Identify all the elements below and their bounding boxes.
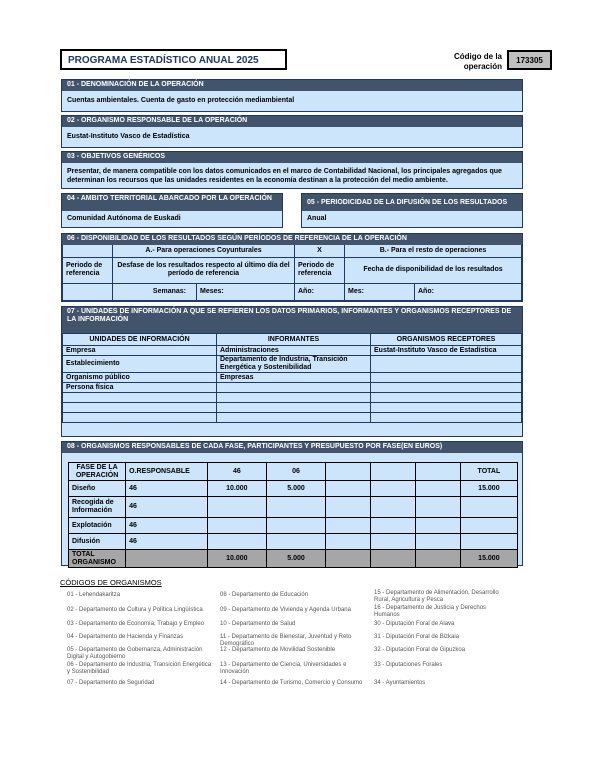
code-item: 33 - Diputaciones Forales [374,662,443,668]
section-01 [61,79,523,112]
unidad-cell [63,393,217,403]
code-item: 31 - Diputación Foral de Bizkaia [374,634,460,640]
code-item: 03 - Departamento de Economía, Trabajo y Empleo [67,621,205,627]
anio-label: Año: [295,283,345,300]
total-organismo-label: TOTAL ORGANISMO [69,550,126,568]
unidad-cell [63,413,217,423]
phase-empty-cell [326,481,371,497]
table-row [69,481,518,497]
phase-header-cell [371,463,416,481]
section-03 [61,151,523,189]
phase-name: Recogida de Información [69,497,126,518]
code-item: 09 - Departamento de Vivienda y Agenda Urbana [220,607,351,613]
total-amount-06: 5.000 [266,550,325,568]
phase-responsible: 46 [126,518,208,534]
phase-empty-cell [371,481,416,497]
phase-amount-06 [266,497,325,518]
table-row [69,534,518,550]
phase-empty-cell [326,534,371,550]
phase-responsible: 46 [126,481,208,497]
section-04 [61,193,283,228]
phase-header-cell: 46 [207,463,266,481]
mes-label: Mes: [345,283,415,300]
total-grand: 15.000 [460,550,517,568]
section-01-title: 01 - DENOMINACIÓN DE LA OPERACIÓN [62,80,522,91]
code-label-line-2: operación [463,62,502,71]
section-06 [61,233,523,302]
informante-cell [217,413,371,423]
unidad-cell: Establecimiento [63,356,217,373]
phase-total [460,534,517,550]
receptor-cell [371,413,522,423]
informante-cell [217,383,371,393]
phase-amount-46 [207,497,266,518]
table-row [63,373,522,383]
phase-empty-cell [371,497,416,518]
phase-header-cell [326,463,371,481]
section-04-value: Comunidad Autónoma de Euskadi [67,215,181,222]
codes-title: CÓDIGOS DE ORGANISMOS [60,578,162,587]
receptor-cell: Eustat-Instituto Vasco de Estadística [371,346,522,356]
total-empty-cell [415,550,460,568]
phase-empty-cell [326,518,371,534]
phase-amount-06: 5.000 [266,481,325,497]
receptor-cell [371,403,522,413]
organism-codes [60,578,540,591]
section-05 [301,193,523,228]
phase-amount-46 [207,518,266,534]
section-02 [61,115,523,148]
table-row [63,346,522,356]
code-item: 11 - Departamento de Bienestar, Juventud y Reto Demográfico [220,634,352,647]
table-row [63,356,522,373]
section-04-title: 04 - AMBITO TERRITORIAL ABARCADO POR LA OPERACIÓN [62,194,282,211]
informante-cell: Empresas [217,373,371,383]
col-unidades: UNIDADES DE INFORMACIÓN [63,334,217,346]
receptor-cell [371,393,522,403]
phase-total: 15.000 [460,481,517,497]
phase-total [460,497,517,518]
desfase-label: Desfase de los resultados respecto al último día del período de referencia [113,257,295,283]
unidad-cell: Empresa [63,346,217,356]
phase-name: Diseño [69,481,126,497]
code-item: 15 - Departamento de Alimentación, Desarrollo Rural, Agricultura y Pesca [374,590,499,603]
phase-empty-cell [415,518,460,534]
periodo-ref-label-a: Periodo de referencia [63,257,113,283]
resto-label: B.- Para el resto de operaciones [345,245,522,257]
code-item: 05 - Departamento de Gobernanza, Administración Digital y Autogobierno [67,647,203,660]
availability-table [62,245,522,301]
phase-header-cell: TOTAL [460,463,517,481]
phase-empty-cell [326,497,371,518]
table-row [63,383,522,393]
phase-amount-46: 10.000 [207,481,266,497]
total-row [69,550,518,568]
phase-empty-cell [371,518,416,534]
receptor-cell [371,373,522,383]
col-informantes: INFORMANTES [217,334,371,346]
operation-code-label [440,52,502,72]
total-amount-46: 10.000 [207,550,266,568]
fecha-label: Fecha de disponibilidad de los resultados [345,257,522,283]
total-empty-cell [371,550,416,568]
section-08 [61,441,523,566]
phase-responsible: 46 [126,497,208,518]
total-empty-cell [126,550,208,568]
section-08-title: 08 - ORGANISMOS RESPONSABLES DE CADA FASE, PARTICIPANTES Y PRESUPUESTO POR FASE(EN EUROS) [62,442,522,453]
x-mark: X [295,245,345,257]
unidad-cell: Organismo público [63,373,217,383]
table-row [69,518,518,534]
unidad-cell: Persona física [63,383,217,393]
section-07 [61,306,523,437]
code-item: 07 - Departamento de Seguridad [67,680,155,686]
section-02-title: 02 - ORGANISMO RESPONSABLE DE LA OPERACIÓN [62,116,522,127]
information-units-table [62,333,522,423]
page-title: PROGRAMA ESTADÍSTICO ANUAL 2025 [60,49,287,70]
code-item: 16 - Departamento de Justicia y Derechos Humanos [374,605,487,618]
col-receptores: ORGANISMOS RECEPTORES [371,334,522,346]
periodo-ref-label-b: Periodo de referencia [295,257,345,283]
informante-cell: Administraciones [217,346,371,356]
receptor-cell [371,383,522,393]
code-item: 14 - Departamento de Turismo, Comercio y Consumo [220,680,363,686]
code-item: 13 - Departamento de Ciencia, Universidades e Innovación [220,662,347,675]
section-05-title: 05 - PERIODICIDAD DE LA DIFUSIÓN DE LOS RESULTADOS [302,194,522,211]
section-05-value: Anual [307,215,327,222]
phase-header-cell: FASE DE LA OPERACIÓN [69,463,126,481]
phase-amount-46 [207,534,266,550]
code-item: 02 - Departamento de Cultura y Política Lingüística [67,607,203,613]
semanas-label: Semanas: [113,283,197,300]
phase-header-cell: O.RESPONSABLE [126,463,208,481]
phase-empty-cell [415,481,460,497]
phase-amount-06 [266,534,325,550]
receptor-cell [371,356,522,373]
phase-empty-cell [371,534,416,550]
section-01-value: Cuentas ambientales. Cuenta de gasto en protección mediambiental [67,97,295,104]
code-label-line-1: Código de la [454,52,502,61]
phase-responsible: 46 [126,534,208,550]
phase-empty-cell [415,534,460,550]
informante-cell [217,403,371,413]
section-03-title: 03 - OBJETIVOS GENÉRICOS [62,152,522,163]
table-row [63,413,522,423]
phase-name: Explotación [69,518,126,534]
code-item: 06 - Departamento de Industria, Transición Energética y Sostenibilidad [67,662,212,675]
phase-total [460,518,517,534]
table-row [69,497,518,518]
section-02-value: Eustat-Instituto Vasco de Estadística [67,133,190,140]
phases-budget-table [68,462,518,568]
phase-name: Difusión [69,534,126,550]
section-06-title: 06 - DISPONIBILIDAD DE LOS RESULTADOS SEGÚN PERÍODOS DE REFERENCIA DE LA OPERACIÓN [62,234,522,245]
meses-label: Meses: [197,283,295,300]
code-item: 34 - Ayuntamientos [374,680,426,686]
code-item: 04 - Departamento de Hacienda y Finanzas [67,634,184,640]
table-row [63,403,522,413]
code-item: 08 - Departamento de Educación [220,592,309,598]
phase-amount-06 [266,518,325,534]
phase-empty-cell [415,497,460,518]
code-item: 10 - Departamento de Salud [220,621,296,627]
informante-cell: Departamento de Industria, Transición Energética y Sostenibilidad [217,356,371,373]
total-empty-cell [326,550,371,568]
unidad-cell [63,403,217,413]
informante-cell [217,393,371,403]
code-item: 30 - Diputación Foral de Alava [374,621,455,627]
section-03-value: Presentar, de manera compatible con los datos comunicados en el marco de Contabilidad Nacional, los principales agregados que determinan los recursos que las unidades residentes en la economía destinan a la protección del medio ambiente. [67,168,502,184]
code-item: 32 - Diputación Foral de Gipuzkoa [374,647,466,653]
anio2-label: Año: [415,283,522,300]
code-item: 12 - Departamento de Movilidad Sostenible [220,647,336,653]
operation-code-value: 173305 [507,50,552,70]
phase-header-cell: 06 [266,463,325,481]
code-item: 01 - Lehendakaritza [67,592,121,598]
coyunturales-label: A.- Para operaciones Coyunturales [113,245,295,257]
phase-header-cell [415,463,460,481]
section-07-title: 07 - UNIDADES DE INFORMACIÓN A QUE SE REFIEREN LOS DATOS PRIMARIOS, INFORMANTES Y ORGANISMOS RECEPTORES DE LA INFORMACIÓN [62,307,522,333]
table-row [63,393,522,403]
